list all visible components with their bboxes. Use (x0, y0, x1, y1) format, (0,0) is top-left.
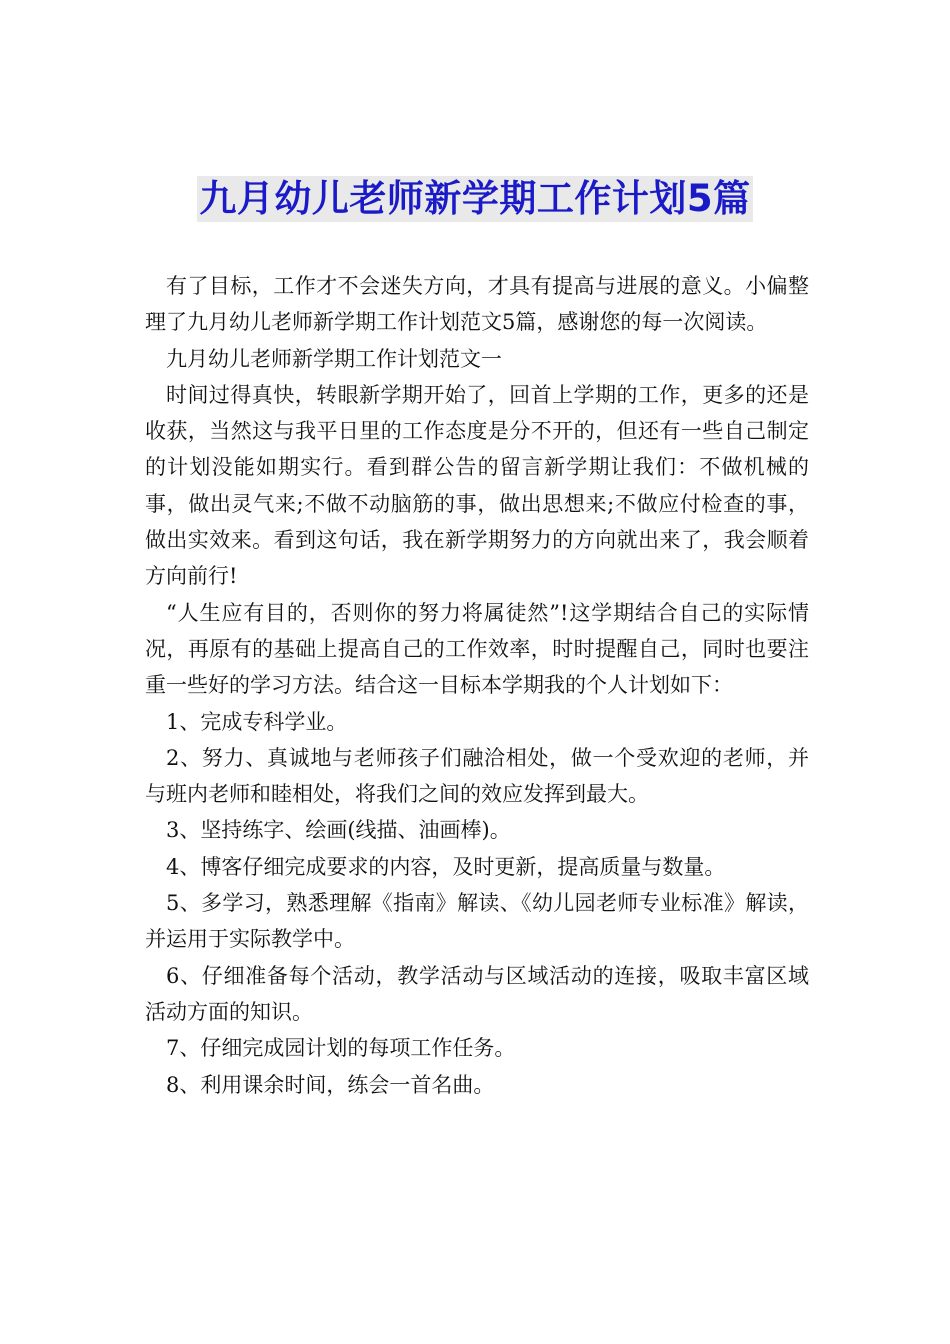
body-paragraph: “人生应有目的，否则你的努力将属徒然”!这学期结合自己的实际情况，再原有的基础上提高自己的工作效率，时时提醒自己，同时也要注重一些好的学习方法。结合这一目标本学期我的个人计划如下： (145, 600, 809, 698)
list-item: 5、多学习，熟悉理解《指南》解读、《幼儿园老师专业标准》解读，并运用于实际教学中。 (145, 891, 809, 952)
list-item: 8、利用课余时间，练会一首名曲。 (166, 1072, 495, 1097)
list-item: 6、仔细准备每个活动，教学活动与区域活动的连接，吸取丰富区域活动方面的知识。 (145, 963, 809, 1024)
title-wrapper (0, 176, 950, 222)
document-title: 九月幼儿老师新学期工作计划5篇 (199, 177, 751, 220)
section-heading: 九月幼儿老师新学期工作计划范文一 (166, 346, 502, 371)
intro-paragraph: 有了目标，工作才不会迷失方向，才具有提高与进展的意义。小偏整理了九月幼儿老师新学期工作计划范文5篇，感谢您的每一次阅读。 (145, 274, 809, 335)
body-paragraph: 时间过得真快，转眼新学期开始了，回首上学期的工作，更多的还是收获，当然这与我平日里的工作态度是分不开的，但还有一些自己制定的计划没能如期实行。看到群公告的留言新学期让我们：不做机械的事，做出灵气来;不做不动脑筋的事，做出思想来;不做应付检查的事，做出实效来。看到这句话，我在新学期努力的方向就出来了，我会顺着方向前行! (145, 382, 809, 589)
list-item: 7、仔细完成园计划的每项工作任务。 (166, 1036, 516, 1061)
document-body (145, 268, 809, 1103)
list-item: 4、博客仔细完成要求的内容，及时更新，提高质量与数量。 (166, 854, 726, 879)
list-item: 1、完成专科学业。 (166, 709, 348, 734)
list-item: 3、坚持练字、绘画(线描、油画棒)。 (166, 818, 511, 843)
list-item: 2、努力、真诚地与老师孩子们融洽相处，做一个受欢迎的老师，并与班内老师和睦相处，将我们之间的效应发挥到最大。 (145, 745, 809, 807)
